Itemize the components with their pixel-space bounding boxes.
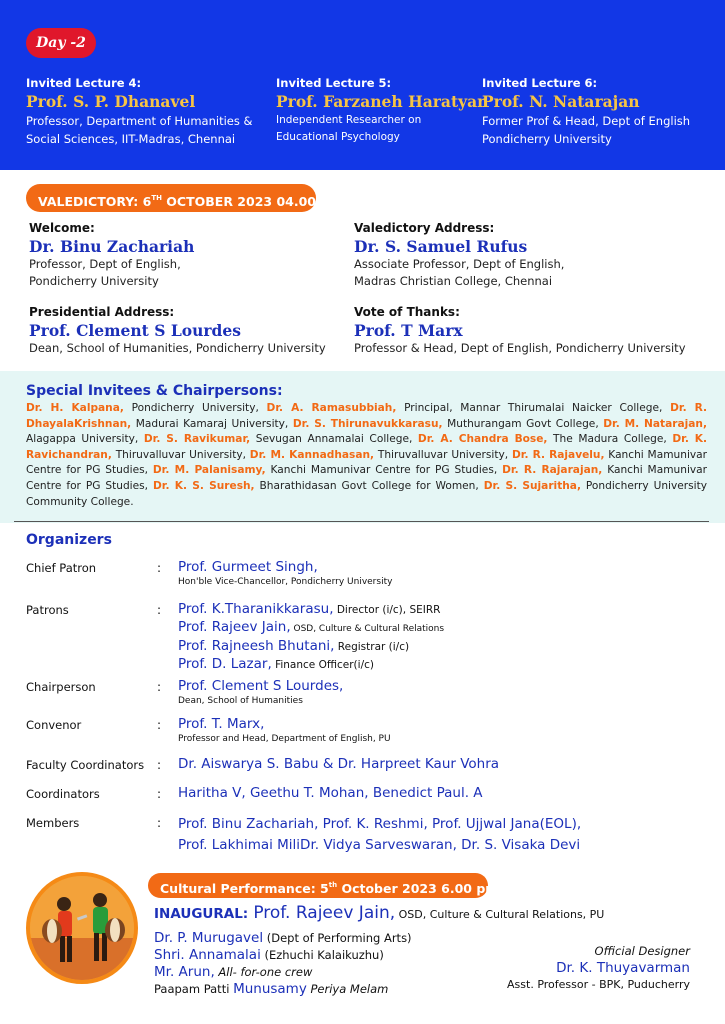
- organizer-colon: :: [157, 680, 162, 694]
- invitee-affiliation: Kanchi Mamunivar Centre for PG Studies,: [26, 464, 707, 492]
- invitee-name: Dr. S. Thirunavukkarasu,: [292, 417, 443, 430]
- invitee-affiliation: Sevugan Annamalai College,: [250, 433, 418, 446]
- invitee-affiliation: Madurai Kamaraj University,: [131, 417, 293, 430]
- invitee-affiliation: The Madura College,: [547, 433, 673, 446]
- organizer-name: Dr. Aiswarya S. Babu & Dr. Harpreet Kaur Vohra: [178, 756, 500, 772]
- invitee-name: Dr. M. Palanisamy,: [152, 464, 266, 477]
- inaugural-label: INAUGURAL:: [154, 906, 249, 922]
- designer-name: Dr. K. Thuyavarman: [556, 960, 690, 976]
- block-affiliation: Pondicherry University: [29, 274, 159, 288]
- block-label: Vote of Thanks:: [354, 305, 460, 319]
- performer-name: Munusamy: [233, 981, 307, 997]
- block-speaker: Dr. S. Samuel Rufus: [354, 237, 528, 256]
- organizer-role: Chief Patron: [26, 561, 97, 575]
- invitee-affiliation: Muthurangam Govt College,: [442, 417, 604, 430]
- invitee-affiliation: Bharathidasan Govt College for Women,: [254, 479, 484, 492]
- cultural-date-rest: October 2023 6.00 pm: [337, 881, 499, 896]
- block-affiliation: Madras Christian College, Chennai: [354, 274, 553, 288]
- organizer-designation: OSD, Culture & Cultural Relations: [290, 624, 445, 634]
- organizer-designation: Hon'ble Vice-Chancellor, Pondicherry University: [178, 577, 393, 587]
- lecture-affiliation: Former Prof & Head, Dept of English: [482, 114, 691, 128]
- valedictory-heading: [26, 184, 342, 212]
- organizer-designation: Registrar (i/c): [334, 641, 410, 653]
- invited-lecture-5: [276, 76, 488, 145]
- organizer-colon: :: [157, 561, 162, 575]
- invitee-name: Dr. R. Rajarajan,: [502, 464, 603, 477]
- presidential-address-block: [29, 305, 326, 357]
- lecture-speaker: Prof. Farzaneh Haratyan: [276, 92, 489, 111]
- organizer-role: Chairperson: [26, 680, 96, 694]
- invitee-affiliation: Kanchi Mamunivar Centre for PG Studies,: [26, 448, 708, 477]
- organizer-name: Prof. Lakhimai MiliDr. Vidya Sarveswaran, Dr. S. Visaka Devi: [178, 837, 581, 853]
- organizer-role: Faculty Coordinators: [26, 758, 145, 772]
- performers-list: [154, 929, 412, 997]
- block-label: Valedictory Address:: [354, 221, 495, 235]
- invitee-name: Dr. R. Rajavelu,: [511, 448, 605, 461]
- valedictory-date-suffix: TH: [151, 194, 162, 202]
- invitees-list: [26, 401, 707, 510]
- performer-group: (Ezhuchi Kalaikuzhu): [260, 948, 384, 962]
- cultural-date-prefix: Cultural Performance: 5: [160, 881, 329, 896]
- organizer-name: Haritha V, Geethu T. Mohan, Benedict Paul. A: [178, 785, 483, 801]
- organizer-colon: :: [157, 787, 162, 801]
- invitee-affiliation: Pondicherry University,: [123, 402, 267, 414]
- block-affiliation: Associate Professor, Dept of English,: [354, 257, 565, 271]
- performer-name: Dr. P. Murugavel: [154, 930, 264, 946]
- lecture-label: Invited Lecture 5:: [276, 76, 392, 90]
- invitee-affiliation: Kanchi Mamunivar Centre for PG Studies,: [265, 464, 503, 477]
- performer-line: [154, 980, 412, 997]
- organizer-designation: Director (i/c), SEIRR: [333, 604, 441, 616]
- block-speaker: Prof. Clement S Lourdes: [29, 321, 241, 340]
- performer-group: All- for-one crew: [214, 965, 313, 979]
- invitee-name: Dr. K. Ravichandran,: [26, 433, 707, 461]
- invitee-name: Dr. M. Kannadhasan,: [249, 448, 375, 461]
- designer-label: Official Designer: [594, 944, 690, 958]
- lecture-affiliation: Pondicherry University: [482, 132, 612, 146]
- performer-prefix: Paapam Patti: [154, 982, 234, 996]
- lecture-affiliation: Social Sciences, IIT-Madras, Chennai: [26, 132, 236, 146]
- organizer-designation: Finance Officer(i/c): [271, 659, 374, 671]
- performer-line: [154, 946, 412, 963]
- invitee-affiliation: Pondicherry University Community College.: [26, 479, 708, 508]
- block-label: Presidential Address:: [29, 305, 175, 319]
- inaugural-name: Prof. Rajeev Jain,: [253, 903, 396, 923]
- lecture-affiliation: Independent Researcher on: [276, 114, 422, 126]
- designer-affiliation: Asst. Professor - BPK, Puducherry: [507, 978, 690, 991]
- invitee-name: Dr. R. DhayalaKrishnan,: [26, 402, 708, 430]
- cultural-performance-heading: [148, 873, 499, 898]
- performer-group: (Dept of Performing Arts): [263, 931, 412, 945]
- welcome-block: [29, 221, 194, 290]
- inaugural-line: [154, 903, 604, 923]
- cultural-date-suffix: th: [328, 881, 338, 889]
- invitee-name: Dr. A. Ramasubbiah,: [266, 402, 397, 414]
- organizer-role: Patrons: [26, 603, 69, 617]
- organizer-name: Prof. Binu Zachariah, Prof. K. Reshmi, Prof. Ujjwal Jana(EOL),: [178, 816, 582, 832]
- invited-lecture-4: [26, 76, 252, 147]
- invitee-name: Dr. S. Sujaritha,: [483, 479, 581, 492]
- performer-name: Shri. Annamalai: [154, 947, 261, 963]
- drummers-illustration: [30, 876, 134, 980]
- organizer-role: Coordinators: [26, 787, 100, 801]
- lecture-affiliation: Professor, Department of Humanities &: [26, 114, 253, 128]
- lecture-speaker: Prof. N. Natarajan: [482, 92, 640, 111]
- valedictory-date-prefix: VALEDICTORY: 6: [38, 194, 152, 209]
- block-affiliation: Professor & Head, Dept of English, Pondicherry University: [354, 341, 686, 355]
- valedictory-date-rest: OCTOBER 2023 04.00 PM: [161, 194, 342, 209]
- performance-photo: [26, 872, 138, 984]
- organizer-name: Prof. Clement S Lourdes,: [178, 678, 344, 694]
- performer-name: Mr. Arun,: [154, 964, 215, 980]
- vote-of-thanks-block: [354, 305, 686, 357]
- organizer-colon: :: [157, 816, 162, 830]
- performer-line: [154, 929, 412, 946]
- organizer-role: Convenor: [26, 718, 82, 732]
- invitees-title: Special Invitees & Chairpersons:: [26, 383, 283, 399]
- invitee-name: Dr. M. Natarajan,: [603, 417, 707, 430]
- organizer-name: Prof. D. Lazar,: [178, 656, 272, 672]
- block-speaker: Dr. Binu Zachariah: [29, 237, 195, 256]
- invitee-affiliation: Alagappa University,: [26, 433, 144, 446]
- invitee-affiliation: Principal, Mannar Thirumalai Naicker College,: [396, 402, 671, 414]
- organizer-name: Prof. K.Tharanikkarasu,: [178, 601, 334, 617]
- invitee-name: Dr. S. Ravikumar,: [143, 433, 251, 446]
- block-affiliation: Dean, School of Humanities, Pondicherry University: [29, 341, 326, 355]
- organizers-title: Organizers: [26, 532, 112, 548]
- organizer-name: Prof. T. Marx,: [178, 716, 265, 732]
- organizer-designation: Professor and Head, Department of English, PU: [178, 734, 391, 744]
- inaugural-designation: OSD, Culture & Cultural Relations, PU: [395, 908, 605, 921]
- day-badge: Day -2: [26, 28, 96, 58]
- invitee-affiliation: Thiruvalluvar University,: [374, 448, 512, 461]
- valedictory-address-block: [354, 221, 564, 290]
- section-divider: [14, 521, 709, 522]
- organizer-colon: :: [157, 603, 162, 617]
- invitee-name: Dr. K. S. Suresh,: [152, 479, 255, 492]
- organizer-role: Members: [26, 816, 80, 830]
- performer-line: [154, 963, 412, 980]
- block-affiliation: Professor, Dept of English,: [29, 257, 181, 271]
- lecture-speaker: Prof. S. P. Dhanavel: [26, 92, 196, 111]
- invitee-name: Dr. H. Kalpana,: [26, 402, 124, 414]
- organizer-colon: :: [157, 758, 162, 772]
- organizer-colon: :: [157, 718, 162, 732]
- organizer-designation: Dean, School of Humanities: [178, 696, 303, 706]
- invited-lecture-6: [482, 76, 690, 147]
- block-speaker: Prof. T Marx: [354, 321, 463, 340]
- performer-group: Periya Melam: [306, 982, 389, 996]
- block-label: Welcome:: [29, 221, 95, 235]
- official-designer: [507, 944, 690, 991]
- invitee-name: Dr. A. Chandra Bose,: [417, 433, 548, 446]
- organizer-name: Prof. Rajeev Jain,: [178, 619, 291, 635]
- invitee-affiliation: Thiruvalluvar University,: [111, 448, 250, 461]
- lecture-affiliation: Educational Psychology: [276, 131, 400, 143]
- lecture-label: Invited Lecture 6:: [482, 76, 598, 90]
- lecture-label: Invited Lecture 4:: [26, 76, 142, 90]
- organizer-name: Prof. Gurmeet Singh,: [178, 559, 318, 575]
- organizer-name: Prof. Rajneesh Bhutani,: [178, 638, 335, 654]
